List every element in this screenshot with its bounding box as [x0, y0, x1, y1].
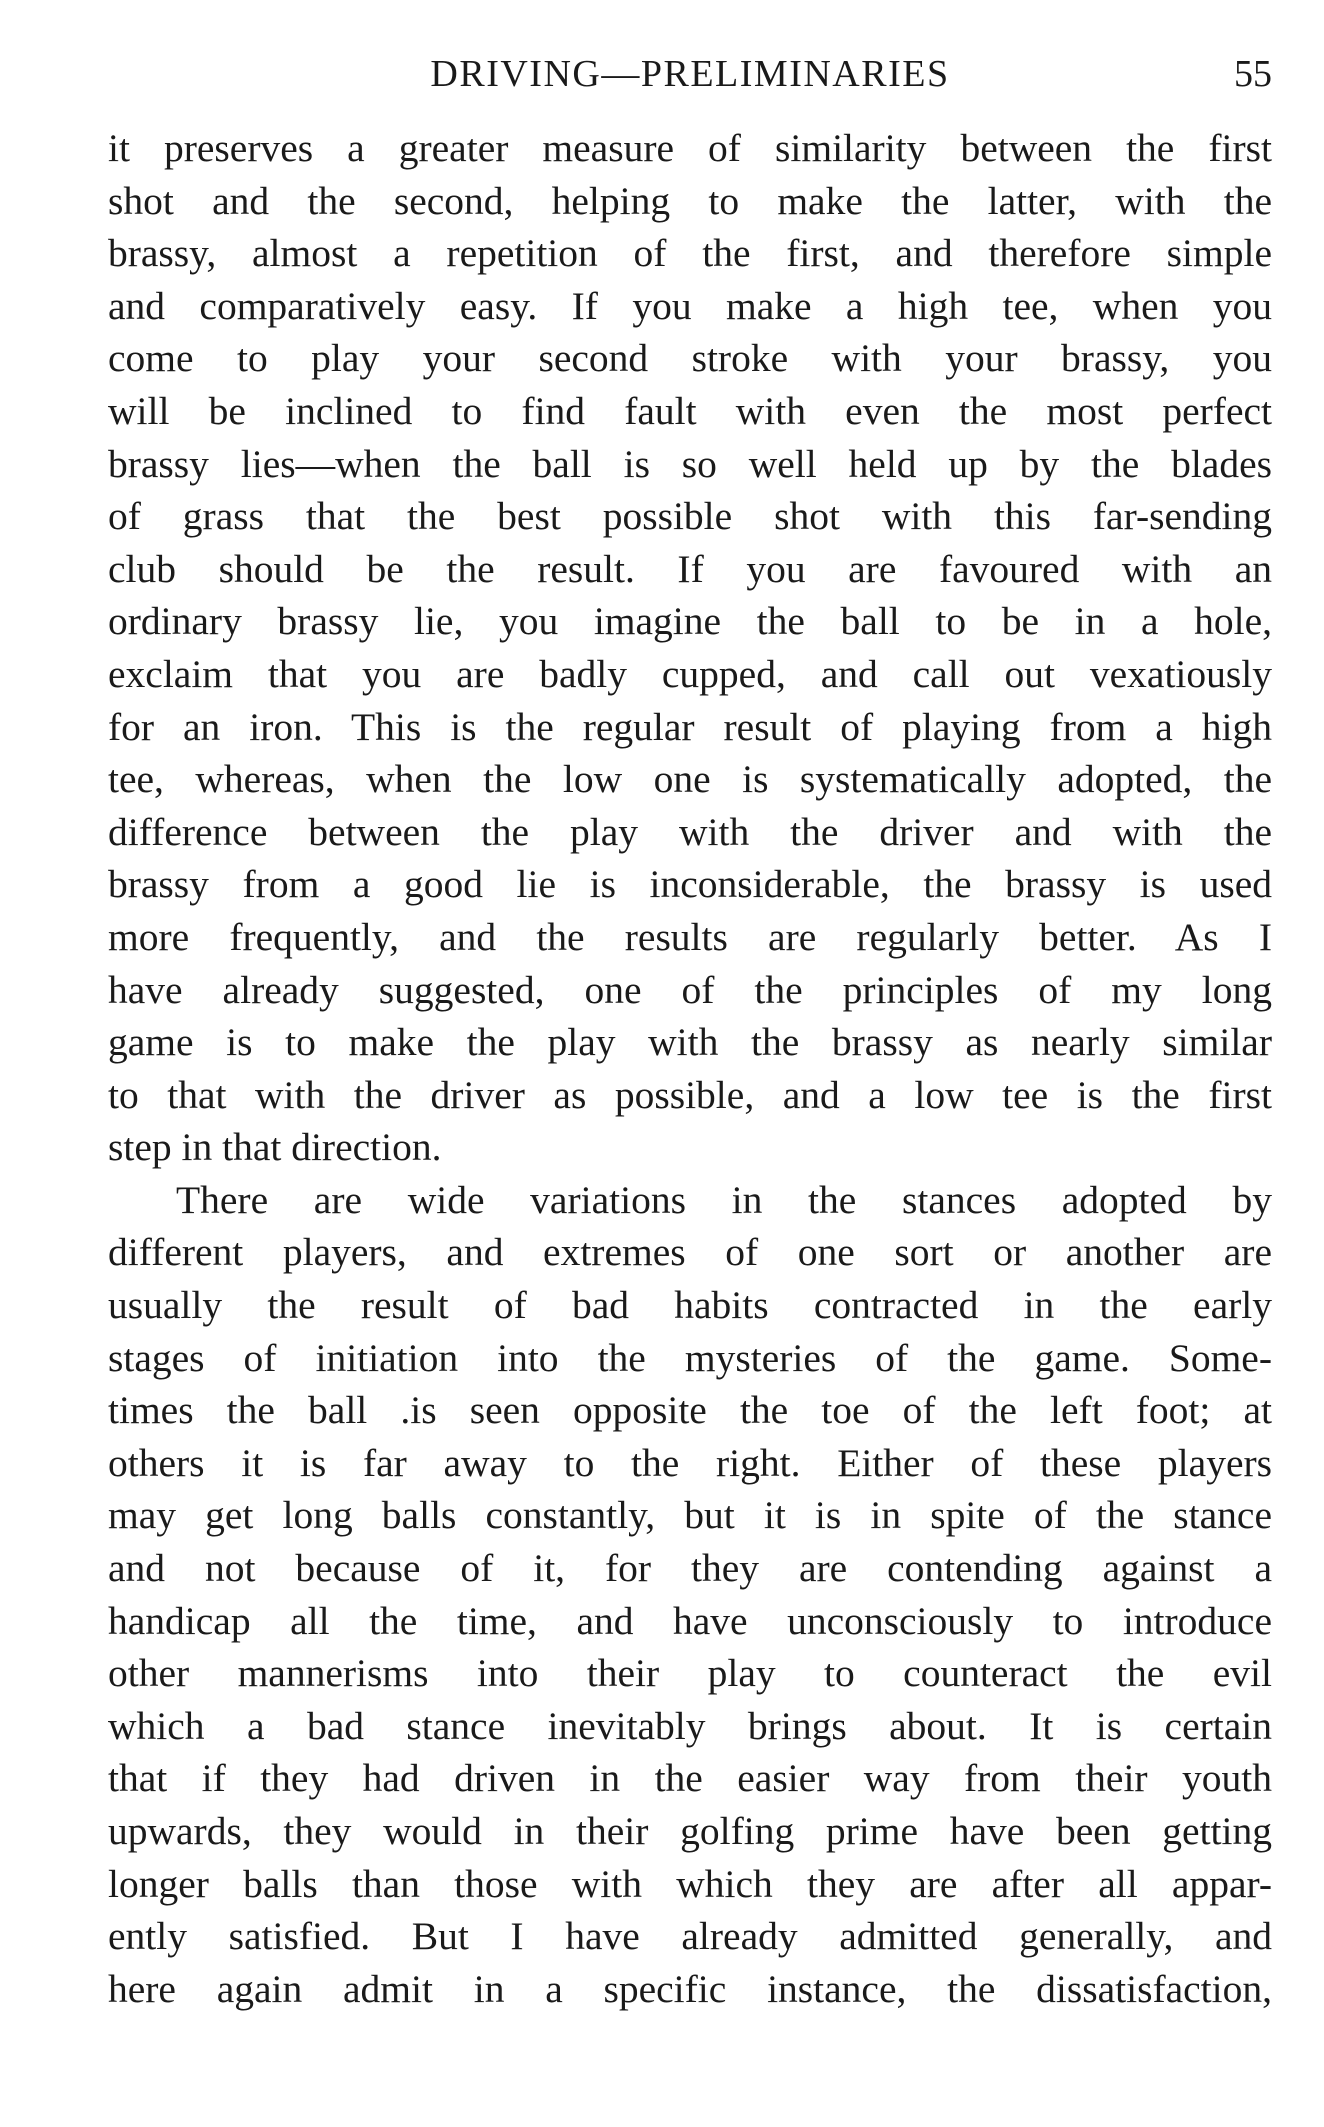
text-line: which a bad stance inevitably brings about. It is certain: [108, 1703, 1272, 1748]
text-line: step in that direction.: [108, 1125, 442, 1170]
text-line: and comparatively easy. If you make a high tee, when you: [108, 283, 1272, 328]
text-line: will be inclined to find fault with even the most perfect: [108, 388, 1272, 433]
text-line: of grass that the best possible shot with this far-sending: [108, 494, 1272, 539]
text-line: have already suggested, one of the principles of my long: [108, 967, 1272, 1012]
text-line: brassy, almost a repetition of the first, and therefore simple: [108, 231, 1272, 276]
text-line: exclaim that you are badly cupped, and call out vexatiously: [108, 651, 1272, 696]
text-line: other mannerisms into their play to counteract the evil: [108, 1651, 1272, 1696]
text-line: may get long balls constantly, but it is in spite of the stance: [108, 1493, 1272, 1538]
text-line: more frequently, and the results are regularly better. As I: [108, 914, 1272, 959]
text-line: game is to make the play with the brassy as nearly similar: [108, 1020, 1272, 1065]
text-line: it preserves a greater measure of similarity between the first: [108, 126, 1272, 170]
text-line: longer balls than those with which they are after all appar-: [108, 1861, 1272, 1906]
text-line: brassy lies—when the ball is so well held up by the blades: [108, 441, 1272, 486]
body-text: [108, 122, 1272, 2015]
text-line: upwards, they would in their golfing prime have been getting: [108, 1809, 1272, 1853]
text-line: for an iron. This is the regular result of playing from a high: [108, 704, 1272, 749]
page-number: 55: [1234, 53, 1272, 95]
text-line: tee, whereas, when the low one is systematically adopted, the: [108, 757, 1272, 802]
running-head: [108, 48, 1272, 100]
text-line: that if they had driven in the easier way from their youth: [108, 1756, 1272, 1801]
running-title: DRIVING—PRELIMINARIES: [430, 53, 950, 95]
text-line: times the ball .is seen opposite the toe of the left foot; at: [108, 1388, 1272, 1433]
text-line: come to play your second stroke with your brassy, you: [108, 336, 1272, 381]
text-line: handicap all the time, and have unconsciously to introduce: [108, 1598, 1272, 1643]
text-line: to that with the driver as possible, and a low tee is the first: [108, 1072, 1272, 1117]
paragraph: [108, 122, 1272, 1174]
text-line: and not because of it, for they are contending against a: [108, 1546, 1272, 1591]
text-line: There are wide variations in the stances adopted by: [176, 1177, 1272, 1222]
text-line: shot and the second, helping to make the latter, with the: [108, 178, 1272, 223]
text-line: different players, and extremes of one sort or another are: [108, 1230, 1272, 1275]
text-line: club should be the result. If you are favoured with an: [108, 546, 1272, 591]
text-line: ently satisfied. But I have already admitted generally, and: [108, 1914, 1272, 1959]
text-line: difference between the play with the driver and with the: [108, 809, 1272, 854]
text-line: usually the result of bad habits contracted in the early: [108, 1283, 1272, 1328]
text-line: others it is far away to the right. Either of these players: [108, 1440, 1272, 1485]
text-line: brassy from a good lie is inconsiderable, the brassy is used: [108, 862, 1272, 907]
text-line: stages of initiation into the mysteries of the game. Some-: [108, 1335, 1272, 1380]
paragraph: [108, 1174, 1272, 2016]
text-line: here again admit in a specific instance, the dissatisfaction,: [108, 1966, 1272, 2011]
text-line: ordinary brassy lie, you imagine the ball to be in a hole,: [108, 599, 1272, 644]
